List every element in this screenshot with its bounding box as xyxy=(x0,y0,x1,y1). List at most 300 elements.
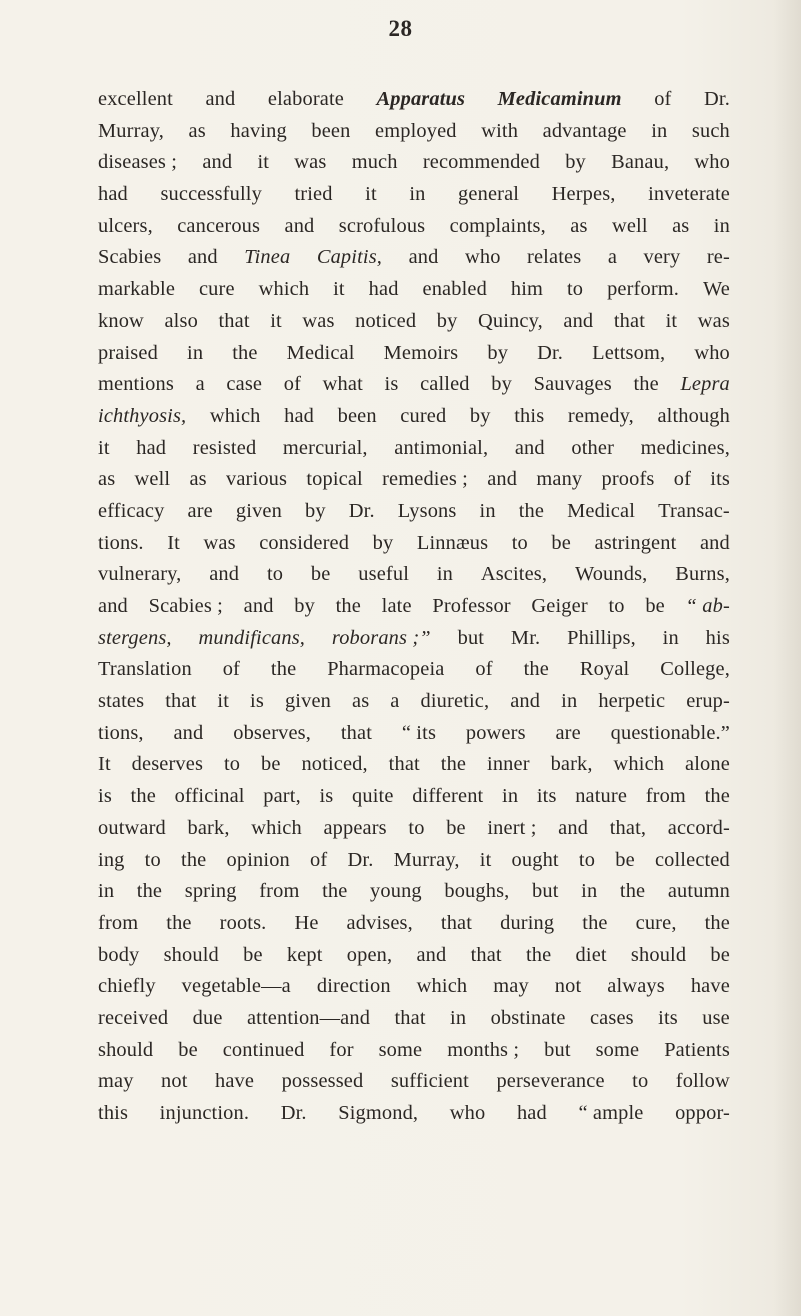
word: not xyxy=(161,1070,188,1093)
word: the xyxy=(440,753,467,776)
word: had xyxy=(516,1102,547,1124)
word: It xyxy=(167,531,180,554)
word: due xyxy=(192,1006,223,1029)
word: in xyxy=(98,880,115,903)
word: Herpes, xyxy=(551,183,616,206)
word: observes, xyxy=(233,721,312,744)
page-edge-shadow xyxy=(773,0,801,1316)
word: in xyxy=(581,880,598,903)
word: although xyxy=(657,404,730,427)
word: be xyxy=(261,753,281,776)
word: that xyxy=(165,690,197,713)
word: in xyxy=(662,626,679,649)
word: markable xyxy=(98,278,176,301)
word: inveterate xyxy=(648,183,730,206)
word: tions, xyxy=(98,721,144,744)
word: it xyxy=(98,436,110,459)
word: cases xyxy=(589,1006,634,1029)
text-line xyxy=(98,338,730,370)
word: by xyxy=(372,531,394,554)
word: quite xyxy=(352,785,394,808)
text-line xyxy=(98,813,730,845)
word: and xyxy=(558,816,589,839)
word: recommended xyxy=(422,151,540,174)
word: but xyxy=(532,880,559,903)
text-line xyxy=(98,1098,730,1130)
word: in xyxy=(409,183,426,206)
word: the xyxy=(335,595,361,617)
word: by xyxy=(436,309,458,332)
word: given xyxy=(235,499,282,522)
word: alone xyxy=(685,753,730,776)
word: been xyxy=(337,404,377,427)
word: of xyxy=(654,88,672,110)
word: as xyxy=(98,468,116,491)
word: to xyxy=(266,563,284,586)
text-line xyxy=(98,274,730,306)
word: successfully xyxy=(160,183,262,206)
word: that xyxy=(470,943,502,966)
word: obstinate xyxy=(490,1006,566,1029)
word: been xyxy=(311,119,351,142)
word: some xyxy=(378,1038,423,1061)
word: Medical xyxy=(286,341,355,364)
word: and xyxy=(284,214,315,237)
word: had xyxy=(98,183,128,206)
word: from xyxy=(645,785,686,808)
word: inert ; xyxy=(487,816,537,839)
word: have xyxy=(690,975,730,998)
word: different xyxy=(412,785,484,808)
word: always xyxy=(607,975,665,998)
word: Dr. xyxy=(347,848,374,871)
word: are xyxy=(187,499,213,522)
word: to xyxy=(578,848,596,871)
word: roborans ;” xyxy=(331,626,431,649)
word: It xyxy=(98,753,111,776)
word: are xyxy=(555,721,581,744)
word: as xyxy=(189,468,207,491)
word: mentions xyxy=(98,373,174,396)
word: in xyxy=(436,563,453,586)
word: should xyxy=(163,943,219,966)
text-line xyxy=(98,496,730,528)
text-line xyxy=(98,147,730,179)
word: very xyxy=(643,246,681,269)
word: ought xyxy=(511,848,559,871)
word: young xyxy=(370,880,422,903)
word: as xyxy=(570,214,588,237)
word: may xyxy=(493,975,529,998)
word: which xyxy=(251,816,302,839)
word: Sigmond, xyxy=(338,1102,419,1124)
word: cancerous xyxy=(177,214,261,237)
word: officinal xyxy=(174,785,245,808)
word: was xyxy=(203,531,236,554)
word: the xyxy=(633,373,659,396)
word: Phillips, xyxy=(567,626,636,649)
word: topical xyxy=(306,468,363,491)
word: well xyxy=(611,214,648,237)
word: be xyxy=(645,595,665,617)
word: was xyxy=(294,151,327,174)
word: ulcers, xyxy=(98,214,153,237)
word: the xyxy=(523,658,549,681)
text-line xyxy=(98,971,730,1003)
word: perform. xyxy=(607,278,680,301)
word: cure xyxy=(198,278,235,301)
word: but xyxy=(457,626,485,649)
word: Apparatus xyxy=(376,88,466,110)
word: tried xyxy=(294,183,333,206)
word: with xyxy=(481,119,519,142)
word: many xyxy=(536,468,583,491)
word: chiefly xyxy=(98,975,156,998)
word: Burns, xyxy=(675,563,730,586)
word: relates xyxy=(527,246,582,269)
word: diet xyxy=(575,943,607,966)
word: remedy, xyxy=(567,404,634,427)
word: having xyxy=(230,119,287,142)
text-line xyxy=(98,179,730,211)
word: that xyxy=(388,753,420,776)
text-line xyxy=(98,623,730,655)
word: which xyxy=(258,278,310,301)
word: and xyxy=(487,468,518,491)
word: that xyxy=(218,309,250,332)
word: which xyxy=(416,975,468,998)
text-line xyxy=(98,84,730,116)
word: antimonial, xyxy=(394,436,489,459)
word: the xyxy=(270,658,297,681)
word: Lettsom, xyxy=(592,341,666,364)
word: Lysons xyxy=(397,499,457,522)
word: noticed xyxy=(355,309,417,332)
word: by xyxy=(305,499,326,522)
word: accord- xyxy=(667,816,730,839)
word: had xyxy=(284,404,314,427)
word: appears xyxy=(323,816,387,839)
text-line xyxy=(98,1066,730,1098)
word: tions. xyxy=(98,531,144,554)
word: the xyxy=(322,880,348,903)
word: in xyxy=(561,690,578,713)
word: it xyxy=(333,278,345,301)
word: and xyxy=(173,721,204,744)
word: is xyxy=(250,690,264,713)
word: “ its xyxy=(401,721,437,744)
word: He xyxy=(294,911,319,934)
text-line xyxy=(98,528,730,560)
word: to xyxy=(144,848,161,871)
word: praised xyxy=(98,341,158,364)
word: as xyxy=(672,214,690,237)
word: “ ample xyxy=(578,1102,644,1124)
word: and xyxy=(514,436,545,459)
page-number: 28 xyxy=(388,16,413,41)
word: also xyxy=(164,309,198,332)
word: to xyxy=(223,753,241,776)
word: cured xyxy=(400,404,447,427)
text-line xyxy=(98,242,730,274)
word: in xyxy=(187,341,204,364)
word: a xyxy=(607,246,618,269)
word: Transac- xyxy=(658,499,730,522)
word: bark, xyxy=(187,816,230,839)
word: to xyxy=(408,816,425,839)
word: Mr. xyxy=(510,626,541,649)
word: its xyxy=(536,785,557,808)
text-line xyxy=(98,654,730,686)
word: to xyxy=(511,531,528,554)
word: be xyxy=(243,943,263,966)
text-line xyxy=(98,116,730,148)
word: that xyxy=(440,911,473,934)
word: Pharmacopeia xyxy=(327,658,445,681)
word: a xyxy=(390,690,400,713)
word: well xyxy=(134,468,171,491)
word: boughs, xyxy=(444,880,510,903)
word: Medical xyxy=(567,499,636,522)
word: states xyxy=(98,690,145,713)
word: it xyxy=(217,690,230,713)
word: by xyxy=(565,151,586,174)
word: is xyxy=(384,373,399,396)
word: ing xyxy=(98,848,125,871)
word: its xyxy=(658,1006,678,1029)
word: Patients xyxy=(664,1038,730,1061)
word: Wounds, xyxy=(574,563,648,586)
word: remedies ; xyxy=(382,468,468,491)
word: the xyxy=(518,499,545,522)
text-line xyxy=(98,940,730,972)
word: Linnæus xyxy=(416,531,489,554)
word: resisted xyxy=(192,436,257,459)
word: by xyxy=(294,595,315,617)
word: elaborate xyxy=(267,88,344,110)
word: have xyxy=(215,1070,255,1093)
word: Scabies ; xyxy=(148,595,223,617)
word: Murray, xyxy=(393,848,460,871)
word: collected xyxy=(654,848,730,871)
word: case xyxy=(226,373,263,396)
word: and xyxy=(243,595,274,617)
word: Ascites, xyxy=(480,563,548,586)
word: the xyxy=(525,943,552,966)
word: in xyxy=(450,1006,467,1029)
text-line xyxy=(98,781,730,813)
text-line xyxy=(98,845,730,877)
word: questionable.” xyxy=(610,721,730,744)
text-line xyxy=(98,749,730,781)
word: Royal xyxy=(579,658,630,681)
word: be xyxy=(710,943,730,966)
word: it xyxy=(665,309,678,332)
word: late xyxy=(381,595,412,617)
word: Dr. xyxy=(704,88,730,110)
text-line xyxy=(98,559,730,591)
word: but xyxy=(544,1038,571,1061)
word: received xyxy=(98,1006,169,1029)
word: know xyxy=(98,309,144,332)
word: may xyxy=(98,1070,134,1093)
word: it xyxy=(365,183,377,206)
word: employed xyxy=(375,119,457,142)
word: and xyxy=(563,309,594,332)
word: this xyxy=(98,1102,129,1124)
word: who xyxy=(694,341,730,364)
word: who xyxy=(449,1102,486,1124)
word: Lepra xyxy=(680,373,730,396)
word: the xyxy=(136,880,163,903)
word: and xyxy=(408,246,439,269)
word: the xyxy=(166,911,192,934)
word: for xyxy=(329,1038,354,1061)
word: direction xyxy=(316,975,391,998)
word: continued xyxy=(222,1038,305,1061)
word: vegetable—a xyxy=(181,975,291,998)
text-line xyxy=(98,464,730,496)
word: College, xyxy=(660,658,730,681)
text-line xyxy=(98,1035,730,1067)
word: Dr. xyxy=(537,341,564,364)
word: as xyxy=(352,690,370,713)
word: astringent xyxy=(594,531,677,554)
word: body xyxy=(98,943,140,966)
word: complaints, xyxy=(449,214,546,237)
word: him xyxy=(510,278,544,301)
word: outward xyxy=(98,816,166,839)
word: Dr. xyxy=(280,1102,307,1124)
word: Scabies xyxy=(98,246,162,269)
word: Banau, xyxy=(611,151,670,174)
word: the xyxy=(181,848,207,871)
word: Capitis, xyxy=(316,246,383,269)
word: of xyxy=(310,848,328,871)
word: kept xyxy=(286,943,323,966)
word: was xyxy=(697,309,730,332)
word: had xyxy=(136,436,167,459)
text-line xyxy=(98,433,730,465)
word: much xyxy=(351,151,398,174)
word: efficacy xyxy=(98,499,165,522)
word: noticed, xyxy=(301,753,368,776)
word: “ ab- xyxy=(685,595,730,617)
word: and xyxy=(510,690,541,713)
text-line xyxy=(98,369,730,401)
text-line xyxy=(98,908,730,940)
word: is xyxy=(319,785,334,808)
word: injunction. xyxy=(159,1102,250,1124)
word: open, xyxy=(346,943,393,966)
word: Geiger xyxy=(531,595,588,617)
word: inner xyxy=(487,753,530,776)
word: which xyxy=(613,753,665,776)
word: what xyxy=(322,373,363,396)
word: and xyxy=(699,531,730,554)
word: enabled xyxy=(422,278,487,301)
word: vulnerary, xyxy=(98,563,182,586)
word: diseases ; xyxy=(98,151,178,174)
word: various xyxy=(226,468,288,491)
word: by xyxy=(491,373,512,396)
word: and xyxy=(416,943,447,966)
word: possessed xyxy=(281,1070,364,1093)
word: such xyxy=(691,119,730,142)
word: Medicaminum xyxy=(497,88,622,110)
word: ichthyosis, xyxy=(98,404,187,427)
word: roots. xyxy=(219,911,267,934)
word: called xyxy=(420,373,470,396)
word: which xyxy=(209,404,261,427)
word: sufficient xyxy=(390,1070,469,1093)
word: part, xyxy=(263,785,301,808)
word: Sauvages xyxy=(533,373,612,396)
word: from xyxy=(259,880,300,903)
word: months ; xyxy=(447,1038,520,1061)
text-line xyxy=(98,211,730,243)
word: its xyxy=(710,468,730,491)
word: and xyxy=(202,151,233,174)
word: it xyxy=(479,848,492,871)
word: We xyxy=(702,278,730,301)
word: in xyxy=(502,785,519,808)
word: medicines, xyxy=(640,436,730,459)
word: of xyxy=(673,468,692,491)
word: had xyxy=(368,278,399,301)
word: stergens, xyxy=(98,626,172,649)
word: that, xyxy=(609,816,647,839)
text-line xyxy=(98,591,730,623)
word: to xyxy=(632,1070,649,1093)
word: opinion xyxy=(226,848,290,871)
word: Dr. xyxy=(348,499,375,522)
word: follow xyxy=(675,1070,730,1093)
word: spring xyxy=(184,880,237,903)
word: Tinea xyxy=(244,246,291,269)
word: re- xyxy=(706,246,730,269)
word: and xyxy=(98,595,128,617)
word: Translation xyxy=(98,658,192,681)
word: the xyxy=(619,880,646,903)
word: and xyxy=(205,88,236,110)
word: be xyxy=(551,531,571,554)
body-text xyxy=(98,84,730,1130)
word: powers xyxy=(465,721,526,744)
word: of xyxy=(283,373,302,396)
word: of xyxy=(222,658,240,681)
word: that xyxy=(340,721,373,744)
word: be xyxy=(178,1038,198,1061)
word: this xyxy=(514,404,545,427)
word: it xyxy=(257,151,270,174)
word: should xyxy=(630,943,687,966)
word: useful xyxy=(358,563,410,586)
word: in xyxy=(713,214,730,237)
word: scrofulous xyxy=(338,214,426,237)
word: in xyxy=(651,119,668,142)
word: advantage xyxy=(542,119,627,142)
word: oppor- xyxy=(675,1102,730,1124)
word: the xyxy=(130,785,156,808)
word: is xyxy=(98,785,112,808)
word: diuretic, xyxy=(420,690,490,713)
word: erup- xyxy=(686,690,730,713)
word: to xyxy=(566,278,584,301)
word: who xyxy=(694,151,730,174)
word: by xyxy=(469,404,491,427)
word: in xyxy=(479,499,496,522)
